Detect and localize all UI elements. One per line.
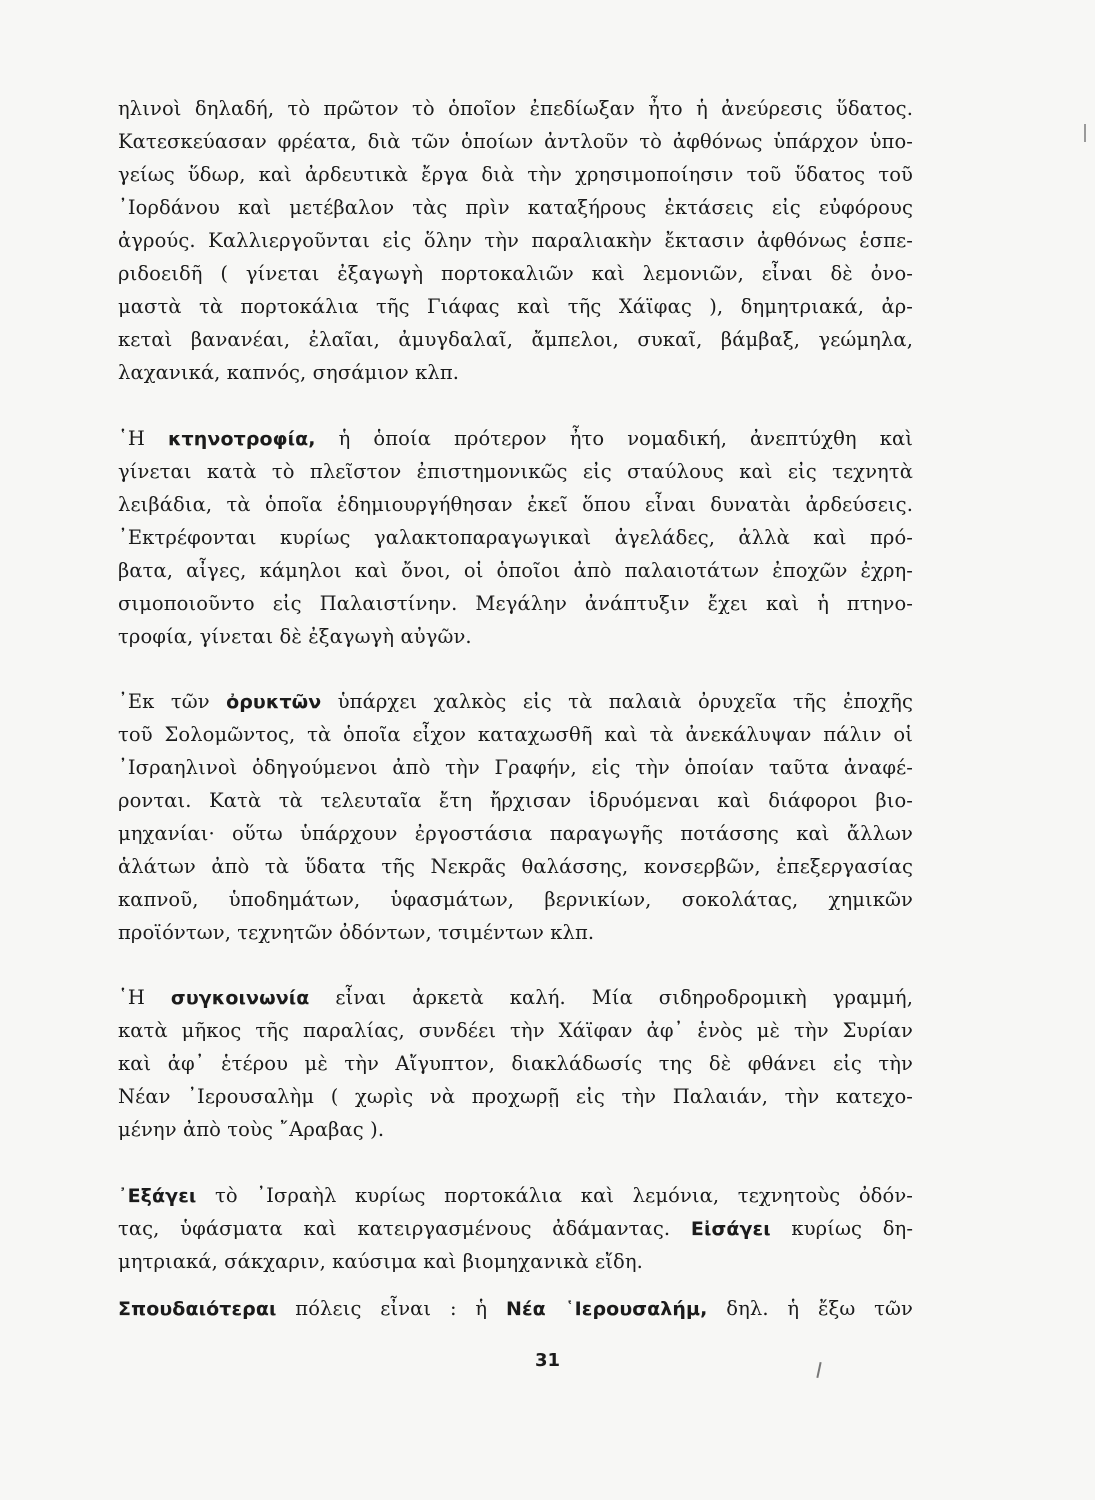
- text-line: καπνοῦ, ὑποδημάτων, ὑφασμάτων, βερνικίων, σοκολάτας, χημικῶν: [118, 888, 913, 911]
- text-line: σιμοποιοῦντο εἰς Παλαιστίνην. Μεγάλην ἀνάπτυξιν ἔχει καὶ ἡ πτηνο-: [118, 592, 913, 615]
- lead-text: ῾Η: [118, 986, 171, 1009]
- text-line: μηχανίαι· οὕτω ὑπάρχουν ἐργοστάσια παραγωγῆς ποτάσσης καὶ ἄλλων: [118, 822, 913, 845]
- heading-keyword-transport: συγκοινωνία: [170, 987, 310, 1009]
- heading-keyword-minerals: ὀρυκτῶν: [226, 691, 322, 713]
- text-line: ᾿Ισραηλινοὶ ὁδηγούμενοι ἀπὸ τὴν Γραφήν, εἰς τὴν ὁποίαν ταῦτα ἀναφέ-: [118, 756, 913, 779]
- text-line: ἀγρούς. Καλλιεργοῦνται εἰς ὅλην τὴν παραλιακὴν ἔκτασιν ἀφθόνως ἑσπε-: [118, 229, 913, 252]
- paragraph-livestock: [118, 422, 913, 653]
- text-line: κατὰ μῆκος τῆς παραλίας, συνδέει τὴν Χάϊφαν ἀφ᾿ ἑνὸς μὲ τὴν Συρίαν: [118, 1019, 913, 1042]
- text-line-first: [118, 1292, 913, 1325]
- paragraph-transport: [118, 981, 913, 1146]
- text-line: κεταὶ βανανέαι, ἐλαῖαι, ἀμυγδαλαῖ, ἄμπελοι, συκαῖ, βάμβαξ, γεώμηλα,: [118, 328, 913, 351]
- text-line: ᾿Ιορδάνου καὶ μετέβαλον τὰς πρὶν καταξήρους ἐκτάσεις εἰς εὐφόρους: [118, 196, 913, 219]
- text-line: τοῦ Σολομῶντος, τὰ ὁποῖα εἶχον καταχωσθῆ καὶ τὰ ἀνεκάλυψαν πάλιν οἱ: [118, 723, 913, 746]
- text-line: Νέαν ᾿Ιερουσαλὴμ ( χωρὶς νὰ προχωρῇ εἰς τὴν Παλαιάν, τὴν κατεχο-: [118, 1085, 913, 1108]
- heading-keyword-livestock: κτηνοτροφία,: [167, 428, 316, 450]
- text-line-first: [118, 422, 913, 455]
- text-line: ριδοειδῆ ( γίνεται ἐξαγωγὴ πορτοκαλιῶν καὶ λεμονιῶν, εἶναι δὲ ὀνο-: [118, 262, 913, 285]
- paragraph-exports-imports: [118, 1179, 913, 1278]
- text-line: καὶ ἀφ᾿ ἑτέρου μὲ τὴν Αἴγυπτον, διακλάδωσίς της δὲ φθάνει εἰς τὴν: [118, 1052, 913, 1075]
- line-pre: τας, ὑφάσματα καὶ κατειργασμένους ἀδάμαντας.: [118, 1217, 691, 1240]
- page-number: 31: [534, 1350, 561, 1371]
- lead-text: ᾿Εκ τῶν: [118, 690, 227, 713]
- line-mid: πόλεις εἶναι : ἡ: [276, 1297, 506, 1320]
- line-tail: δηλ. ἡ ἔξω τῶν: [707, 1297, 913, 1320]
- text-line: λαχανικά, καπνός, σησάμιον κλπ.: [118, 361, 460, 384]
- heading-keyword-cities: Σπουδαιότεραι: [118, 1298, 277, 1320]
- heading-keyword-exports: ᾿Εξάγει: [118, 1185, 197, 1207]
- text-line-first: [118, 1179, 913, 1212]
- text-line: λειβάδια, τὰ ὁποῖα ἐδημιουργήθησαν ἐκεῖ ὅπου εἶναι δυνατὰι ἀρδεύσεις.: [118, 493, 913, 516]
- text-line: ᾿Εκτρέφονται κυρίως γαλακτοπαραγωγικαὶ ἀγελάδες, ἀλλὰ καὶ πρό-: [118, 526, 913, 549]
- text-line-second: [118, 1212, 913, 1245]
- text-line-first: [118, 981, 913, 1014]
- text-line: ηλινοὶ δηλαδή, τὸ πρῶτον τὸ ὁποῖον ἐπεδίωξαν ἦτο ἡ ἀνεύρεσις ὕδατος.: [118, 97, 913, 120]
- scan-mark: [1084, 124, 1086, 142]
- paragraph-cities: [118, 1292, 913, 1325]
- city-name-new-jerusalem: Νέα ῾Ιερουσαλήμ,: [505, 1298, 708, 1320]
- line-rest: ἡ ὁποία πρότερον ἦτο νομαδική, ἀνεπτύχθη καὶ: [315, 427, 913, 450]
- heading-keyword-imports: Εἰσάγει: [690, 1218, 771, 1240]
- line-post: κυρίως δη-: [770, 1217, 914, 1240]
- lead-text: ῾Η: [118, 427, 168, 450]
- text-line: τροφία, γίνεται δὲ ἐξαγωγὴ αὐγῶν.: [118, 625, 472, 648]
- text-line: μαστὰ τὰ πορτοκάλια τῆς Γιάφας καὶ τῆς Χάϊφας ), δημητριακά, ἀρ-: [118, 295, 913, 318]
- line-rest: εἶναι ἀρκετὰ καλή. Μία σιδηροδρομικὴ γραμμή,: [309, 986, 913, 1009]
- text-line: μένην ἀπὸ τοὺς ῎Αραβας ).: [118, 1118, 385, 1141]
- text-line: μητριακά, σάκχαριν, καύσιμα καὶ βιομηχανικὰ εἴδη.: [118, 1250, 643, 1273]
- text-line: γείως ὕδωρ, καὶ ἀρδευτικὰ ἔργα διὰ τὴν χρησιμοποίησιν τοῦ ὕδατος τοῦ: [118, 163, 913, 186]
- text-line: γίνεται κατὰ τὸ πλεῖστον ἐπιστημονικῶς εἰς σταύλους καὶ εἰς τεχνητὰ: [118, 460, 913, 483]
- text-line-first: [118, 685, 913, 718]
- text-line: ρονται. Κατὰ τὰ τελευταῖα ἔτη ἤρχισαν ἱδρυόμεναι καὶ διάφοροι βιο-: [118, 789, 913, 812]
- text-line: Κατεσκεύασαν φρέατα, διὰ τῶν ὁποίων ἀντλοῦν τὸ ἀφθόνως ὑπάρχον ὑπο-: [118, 130, 913, 153]
- line-rest: ὑπάρχει χαλκὸς εἰς τὰ παλαιὰ ὀρυχεῖα τῆς ἐποχῆς: [321, 690, 913, 713]
- paragraph-water-agriculture: [118, 92, 913, 389]
- text-line: βατα, αἶγες, κάμηλοι καὶ ὄνοι, οἱ ὁποῖοι ἀπὸ παλαιοτάτων ἐποχῶν ἐχρη-: [118, 559, 913, 582]
- line-rest: τὸ ᾿Ισραὴλ κυρίως πορτοκάλια καὶ λεμόνια, τεχνητοὺς ὀδόν-: [196, 1184, 913, 1207]
- paragraph-minerals: [118, 685, 913, 949]
- text-line: ἁλάτων ἀπὸ τὰ ὕδατα τῆς Νεκρᾶς θαλάσσης, κονσερβῶν, ἐπεξεργασίας: [118, 855, 913, 878]
- text-line: προϊόντων, τεχνητῶν ὀδόντων, τσιμέντων κλπ.: [118, 921, 595, 944]
